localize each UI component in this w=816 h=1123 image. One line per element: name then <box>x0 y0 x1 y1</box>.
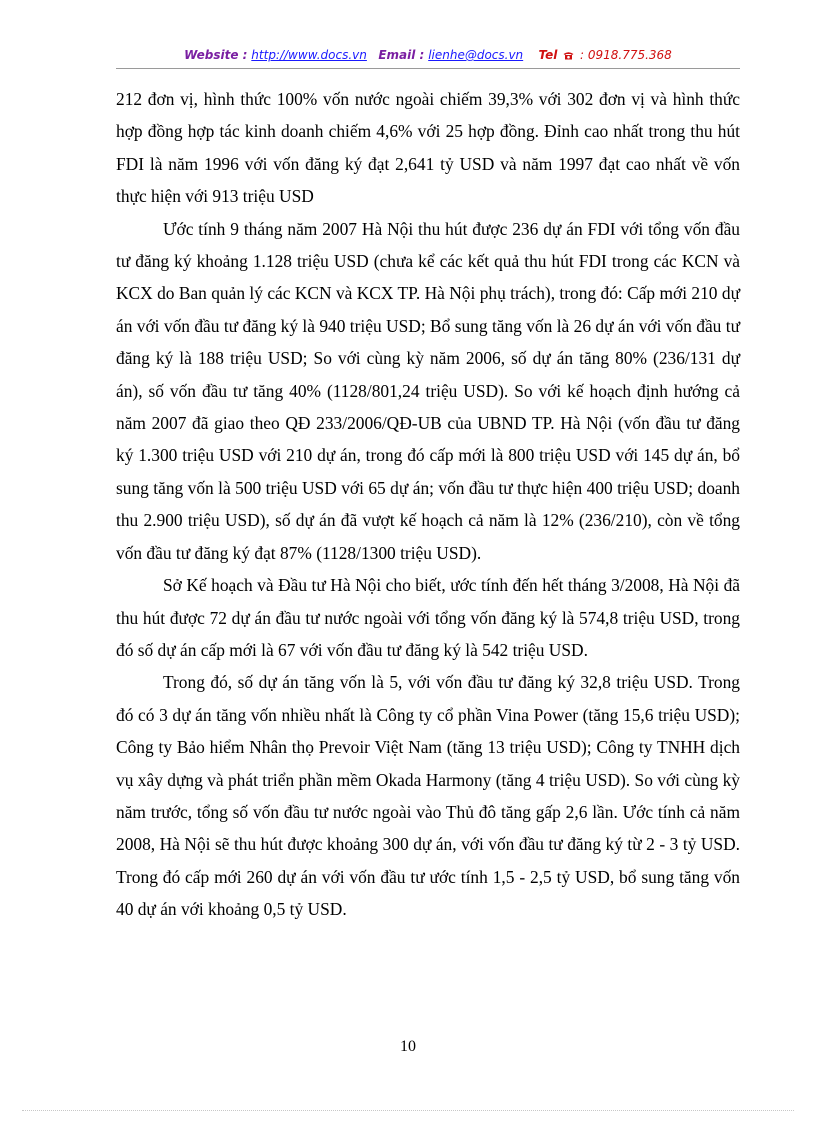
header-divider <box>116 68 740 69</box>
page-number: 10 <box>400 1038 416 1055</box>
paragraph-4: Trong đó, số dự án tăng vốn là 5, với vốn đầu tư đăng ký 32,8 triệu USD. Trong đó có 3 dự án tăng vốn nhiều nhất là Công ty cổ phần Vina Power (tăng 15,6 triệu USD); Công ty Bảo hiểm Nhân thọ Prevoir Việt Nam (tăng 13 triệu USD); Công ty TNHH dịch vụ xây dựng và phát triển phần mềm Okada Harmony (tăng 4 triệu USD). So với cùng kỳ năm trước, tổng số vốn đầu tư nước ngoài vào Thủ đô tăng gấp 2,6 lần. Ước tính cả năm 2008, Hà Nội sẽ thu hút được khoảng 300 dự án, với vốn đầu tư đăng ký từ 2 - 3 tỷ USD. Trong đó cấp mới 260 dự án với vốn đầu tư ước tính 1,5 - 2,5 tỷ USD, bổ sung tăng vốn 40 dự án với khoảng 0,5 tỷ USD. <box>116 672 740 920</box>
telephone-icon <box>563 51 574 60</box>
document-body <box>116 83 740 926</box>
page-header <box>116 48 740 62</box>
paragraph-2: Ước tính 9 tháng năm 2007 Hà Nội thu hút được 236 dự án FDI với tổng vốn đầu tư đăng ký khoảng 1.128 triệu USD (chưa kể các kết quả thu hút FDI trong các KCN và KCX do Ban quản lý các KCN và KCX TP. Hà Nội phụ trách), trong đó: Cấp mới 210 dự án với vốn đầu tư đăng ký là 940 triệu USD; Bổ sung tăng vốn là 26 dự án với vốn đầu tư đăng ký là 188 triệu USD; So với cùng kỳ năm 2006, số dự án tăng 80% (236/131 dự án), số vốn đầu tư tăng 40% (1128/801,24 triệu USD). So với kế hoạch định hướng cả năm 2007 đã giao theo QĐ 233/2006/QĐ-UB của UBND TP. Hà Nội (vốn đầu tư đăng ký 1.300 triệu USD với 210 dự án, trong đó cấp mới là 800 triệu USD với 145 dự án, bổ sung tăng vốn là 500 triệu USD với 65 dự án; vốn đầu tư thực hiện 400 triệu USD; doanh thu 2.900 triệu USD), số dự án đã vượt kế hoạch cả năm là 12% (236/210), còn về tổng vốn đầu tư đăng ký đạt 87% (1128/1300 triệu USD). <box>116 218 740 563</box>
tel-number: : 0918.775.368 <box>579 48 672 62</box>
website-label: Website : <box>184 48 248 62</box>
email-link[interactable]: lienhe@docs.vn <box>428 48 524 62</box>
tel-label: Tel <box>538 48 558 62</box>
website-link[interactable]: http://www.docs.vn <box>251 48 367 62</box>
paragraph-1: 212 đơn vị, hình thức 100% vốn nước ngoài chiếm 39,3% với 302 đơn vị và hình thức hợp đồng hợp tác kinh doanh chiếm 4,6% với 25 hợp đồng. Đỉnh cao nhất trong thu hút FDI là năm 1996 với vốn đăng ký đạt 2,641 tỷ USD và năm 1997 đạt cao nhất về vốn thực hiện với 913 triệu USD <box>116 89 740 207</box>
page-bottom-border <box>22 1110 794 1111</box>
email-label: Email : <box>378 48 425 62</box>
paragraph-3: Sở Kế hoạch và Đầu tư Hà Nội cho biết, ước tính đến hết tháng 3/2008, Hà Nội đã thu hút được 72 dự án đầu tư nước ngoài với tổng vốn đăng ký là 574,8 triệu USD, trong đó số dự án cấp mới là 67 với vốn đầu tư đăng ký là 542 triệu USD. <box>116 575 740 660</box>
